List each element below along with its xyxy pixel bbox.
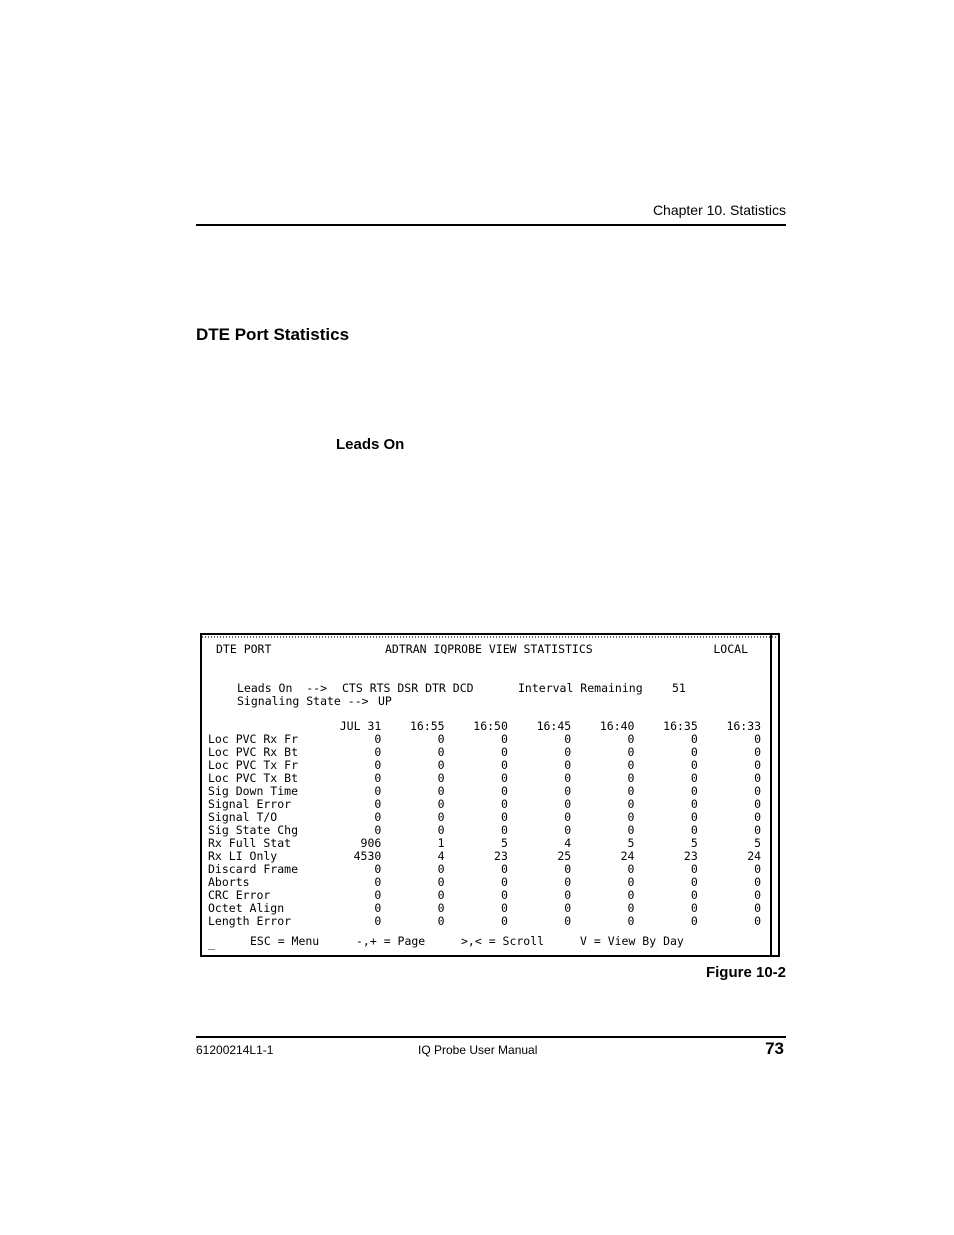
table-cell: 0	[500, 862, 508, 876]
signaling-state-label: Signaling State -->	[237, 694, 369, 708]
table-cell: 0	[500, 732, 508, 746]
table-cell: 0	[500, 771, 508, 785]
table-cell: 0	[690, 745, 698, 759]
table-cell: 0	[437, 914, 445, 928]
statistics-table	[208, 720, 761, 928]
table-cell: 0	[374, 810, 382, 824]
row-label: CRC Error	[208, 888, 271, 902]
table-cell: 0	[690, 914, 698, 928]
table-row	[208, 798, 761, 811]
table-cell: 0	[374, 758, 382, 772]
statistics-body	[208, 733, 761, 928]
figure-caption: Figure 10-2	[705, 964, 786, 981]
table-cell: 0	[690, 823, 698, 837]
table-cell: 5	[754, 836, 762, 850]
column-header: JUL 31	[339, 719, 382, 733]
row-label: Discard Frame	[208, 862, 299, 876]
row-label: Loc PVC Rx Bt	[208, 745, 299, 759]
row-label: Octet Align	[208, 901, 285, 915]
table-cell: 0	[437, 797, 445, 811]
table-cell: 0	[374, 771, 382, 785]
table-cell: 0	[564, 888, 572, 902]
table-cell: 23	[683, 849, 698, 863]
table-cell: 24	[620, 849, 635, 863]
column-header: 16:45	[536, 719, 572, 733]
table-cell: 24	[747, 849, 762, 863]
table-cell: 0	[627, 901, 635, 915]
footer-view-by-day: V = View By Day	[580, 934, 684, 948]
table-cell: 0	[627, 784, 635, 798]
row-label: Aborts	[208, 875, 250, 889]
table-cell: 0	[627, 732, 635, 746]
table-cell: 0	[564, 875, 572, 889]
table-cell: 0	[437, 888, 445, 902]
screen-top-border-dots	[202, 636, 778, 638]
row-label: Loc PVC Tx Bt	[208, 771, 299, 785]
cursor: _	[208, 936, 215, 950]
table-cell: 0	[754, 810, 762, 824]
document-number: 61200214L1-1	[196, 1043, 274, 1057]
table-cell: 0	[754, 888, 762, 902]
table-cell: 0	[437, 862, 445, 876]
footer-esc-menu: ESC = Menu	[250, 934, 320, 948]
table-cell: 0	[500, 784, 508, 798]
leads-on-value: CTS RTS DSR DTR DCD	[342, 681, 474, 695]
table-cell: 0	[437, 784, 445, 798]
table-cell: 0	[437, 745, 445, 759]
table-cell: 0	[374, 784, 382, 798]
table-cell: 0	[754, 901, 762, 915]
table-cell: 0	[374, 888, 382, 902]
leads-on-label: Leads On	[336, 436, 405, 453]
table-cell: 0	[627, 875, 635, 889]
table-cell: 0	[627, 888, 635, 902]
screen-center-title: ADTRAN IQPROBE VIEW STATISTICS	[385, 642, 593, 656]
table-cell: 0	[437, 810, 445, 824]
row-label: Loc PVC Tx Fr	[208, 758, 299, 772]
page-number: 73	[765, 1039, 784, 1058]
table-cell: 0	[754, 732, 762, 746]
interval-remaining-label: Interval Remaining	[518, 681, 643, 695]
table-cell: 0	[500, 797, 508, 811]
row-label: Sig Down Time	[208, 784, 299, 798]
table-cell: 0	[500, 823, 508, 837]
table-cell: 0	[754, 797, 762, 811]
table-cell: 906	[360, 836, 382, 850]
footer-page-keys: -,+ = Page	[356, 934, 426, 948]
table-cell: 0	[690, 784, 698, 798]
table-cell: 0	[564, 823, 572, 837]
table-cell: 0	[627, 862, 635, 876]
table-cell: 0	[754, 875, 762, 889]
table-cell: 0	[564, 771, 572, 785]
table-cell: 0	[627, 797, 635, 811]
interval-remaining-value: 51	[672, 681, 686, 695]
table-cell: 0	[374, 732, 382, 746]
table-row	[208, 889, 761, 902]
header-rule	[196, 224, 786, 226]
table-cell: 0	[500, 758, 508, 772]
table-cell: 0	[500, 914, 508, 928]
column-header: 16:55	[409, 719, 445, 733]
table-cell: 4	[437, 849, 445, 863]
table-cell: 0	[437, 771, 445, 785]
section-title: DTE Port Statistics	[196, 325, 350, 344]
table-cell: 0	[374, 901, 382, 915]
column-header: 16:35	[663, 719, 698, 733]
table-row	[208, 915, 761, 928]
manual-title: IQ Probe User Manual	[418, 1043, 538, 1057]
table-cell: 0	[627, 823, 635, 837]
table-cell: 0	[690, 901, 698, 915]
table-cell: 0	[754, 862, 762, 876]
table-cell: 0	[754, 823, 762, 837]
row-label: Signal Error	[208, 797, 292, 811]
chapter-header: Chapter 10. Statistics	[652, 202, 786, 218]
table-cell: 5	[627, 836, 635, 850]
table-cell: 0	[564, 901, 572, 915]
row-label: Loc PVC Rx Fr	[208, 732, 299, 746]
table-row	[208, 876, 761, 889]
table-row	[208, 837, 761, 850]
table-row	[208, 863, 761, 876]
table-cell: 0	[374, 914, 382, 928]
row-label: Sig State Chg	[208, 823, 299, 837]
footer-rule	[196, 1036, 786, 1038]
table-cell: 0	[500, 745, 508, 759]
table-cell: 0	[690, 797, 698, 811]
table-cell: 0	[564, 914, 572, 928]
table-cell: 0	[564, 797, 572, 811]
table-cell: 0	[500, 901, 508, 915]
table-cell: 0	[754, 745, 762, 759]
table-cell: 0	[374, 823, 382, 837]
table-cell: 0	[564, 862, 572, 876]
table-cell: 0	[374, 745, 382, 759]
table-cell: 0	[627, 745, 635, 759]
table-cell: 5	[500, 836, 508, 850]
table-cell: 0	[437, 732, 445, 746]
row-label: Length Error	[208, 914, 292, 928]
column-header: 16:40	[599, 719, 635, 733]
table-cell: 0	[564, 784, 572, 798]
table-cell: 0	[564, 732, 572, 746]
signaling-state-value: UP	[378, 694, 392, 708]
table-cell: 0	[564, 810, 572, 824]
table-cell: 0	[564, 745, 572, 759]
table-cell: 0	[437, 758, 445, 772]
table-cell: 0	[374, 797, 382, 811]
table-cell: 1	[437, 836, 445, 850]
table-cell: 0	[627, 771, 635, 785]
terminal-screenshot	[200, 633, 780, 957]
table-cell: 0	[500, 810, 508, 824]
table-cell: 0	[500, 875, 508, 889]
table-cell: 4	[564, 836, 572, 850]
table-cell: 23	[494, 849, 508, 863]
table-cell: 4530	[353, 849, 382, 863]
table-cell: 0	[500, 888, 508, 902]
table-cell: 0	[690, 862, 698, 876]
row-label: Signal T/O	[208, 810, 278, 824]
screen-right-title: LOCAL	[713, 642, 748, 656]
table-cell: 25	[557, 849, 572, 863]
table-cell: 0	[627, 758, 635, 772]
table-cell: 0	[690, 888, 698, 902]
table-cell: 0	[690, 732, 698, 746]
table-cell: 0	[374, 875, 382, 889]
row-label: Rx LI Only	[208, 849, 278, 863]
table-cell: 0	[627, 810, 635, 824]
table-cell: 0	[437, 901, 445, 915]
column-header: 16:33	[726, 719, 762, 733]
table-cell: 0	[754, 771, 762, 785]
leads-on-label-screen: Leads On -->	[237, 681, 328, 695]
table-cell: 0	[437, 875, 445, 889]
row-label: Rx Full Stat	[208, 836, 292, 850]
table-cell: 0	[690, 771, 698, 785]
table-cell: 0	[690, 810, 698, 824]
table-cell: 5	[690, 836, 698, 850]
screen-left-title: DTE PORT	[216, 642, 272, 656]
table-cell: 0	[754, 914, 762, 928]
table-cell: 0	[754, 758, 762, 772]
table-cell: 0	[690, 875, 698, 889]
screen-scrollbar-rule	[770, 635, 772, 955]
table-cell: 0	[374, 862, 382, 876]
column-header: 16:50	[473, 719, 508, 733]
table-cell: 0	[627, 914, 635, 928]
table-cell: 0	[754, 784, 762, 798]
table-cell: 0	[690, 758, 698, 772]
table-cell: 0	[564, 758, 572, 772]
footer-scroll-keys: >,< = Scroll	[461, 934, 545, 948]
table-cell: 0	[437, 823, 445, 837]
